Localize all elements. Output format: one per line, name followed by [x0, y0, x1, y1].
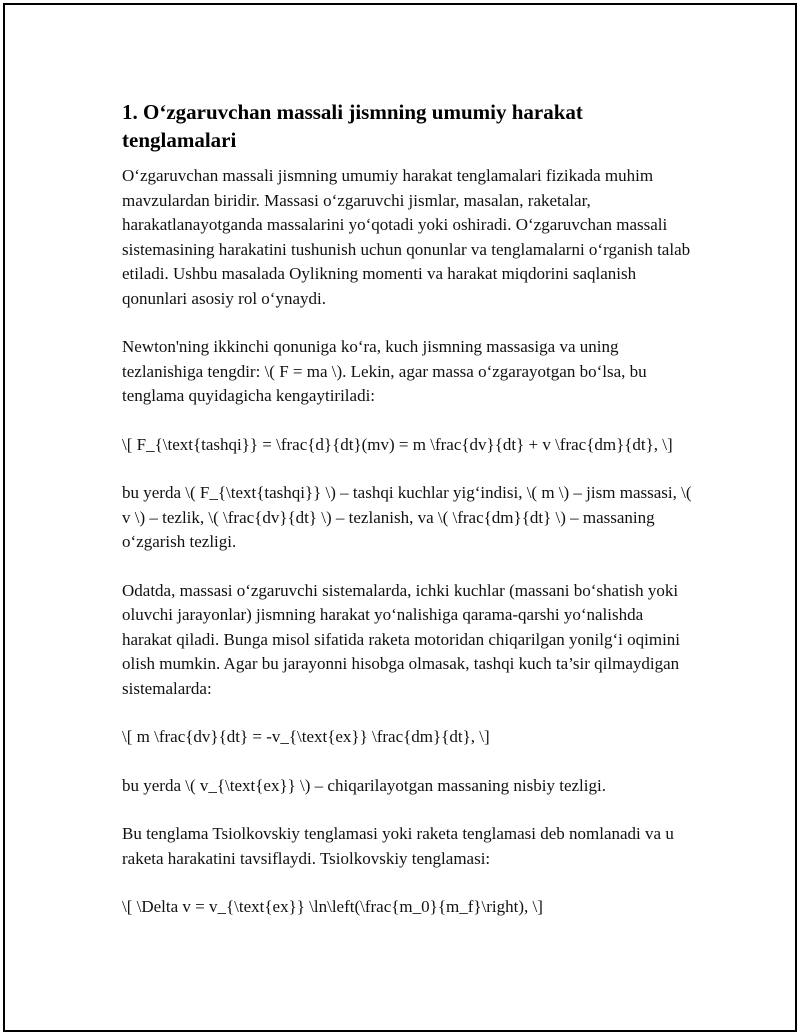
equation-tsiolkovsky: \[ \Delta v = v_{\text{ex}} \ln\left(\frac{m_0}{m_f}\right), \]	[122, 897, 543, 916]
paragraph-exhaust-velocity: bu yerda \( v_{\text{ex}} \) – chiqarilayotgan massaning nisbiy tezligi.	[122, 775, 606, 795]
section-heading: 1. O‘zgaruvchan massali jismning umumiy harakat tenglamalari	[122, 100, 583, 152]
paragraph-internal-forces: Odatda, massasi o‘zgaruvchi sistemalarda, ichki kuchlar (massani bo‘shatish yoki oluvchi jarayonlar) jismning harakat yo‘nalishiga qarama-qarshi yo‘nalishda harakat qiladi. Bunga misol sifatida raketa motoridan chiqarilgan yonilg‘i oqimini olish mumkin. Agar bu jarayonni hisobga olmasak, tashqi kuch ta’sir qilmaydigan sistemalarda:	[122, 580, 681, 698]
document-content	[122, 98, 697, 944]
paragraph-newton-law: Newton'ning ikkinchi qonuniga ko‘ra, kuch jismning massasiga va uning tezlanishiga tengdir: \( F = ma \). Lekin, agar massa o‘zgarayotgan bo‘lsa, bu tenglama quyidagicha kengaytiriladi:	[122, 337, 647, 405]
document-page	[3, 3, 797, 1032]
paragraph-intro: O‘zgaruvchan massali jismning umumiy harakat tenglamalari fizikada muhim mavzulardan biridir. Massasi o‘zgaruvchi jismlar, masalan, raketalar, harakatlanayotganda massalarini yo‘qotadi yoki oshiradi. O‘zgaruvchan massali sistemasining harakatini tushunish uchun qonunlar va tenglamalarni o‘rganish talab etiladi. Ushbu masalada Oylikning momenti va harakat miqdorini saqlanish qonunlari asosiy rol o‘ynaydi.	[122, 166, 691, 308]
paragraph-variable-definitions: bu yerda \( F_{\text{tashqi}} \) – tashqi kuchlar yig‘indisi, \( m \) – jism massasi, \( v \) – tezlik, \( \frac{dv}{dt} \) – tezlanish, va \( \frac{dm}{dt} \) – massaning o‘zgarish tezligi.	[122, 483, 692, 551]
equation-external-force: \[ F_{\text{tashqi}} = \frac{d}{dt}(mv) = m \frac{dv}{dt} + v \frac{dm}{dt}, \]	[122, 434, 673, 454]
equation-mass-ejection: \[ m \frac{dv}{dt} = -v_{\text{ex}} \frac{dm}{dt}, \]	[122, 727, 490, 746]
paragraph-tsiolkovsky-intro: Bu tenglama Tsiolkovskiy tenglamasi yoki raketa tenglamasi deb nomlanadi va u raketa harakatini tavsiflaydi. Tsiolkovskiy tenglamasi:	[122, 824, 674, 868]
